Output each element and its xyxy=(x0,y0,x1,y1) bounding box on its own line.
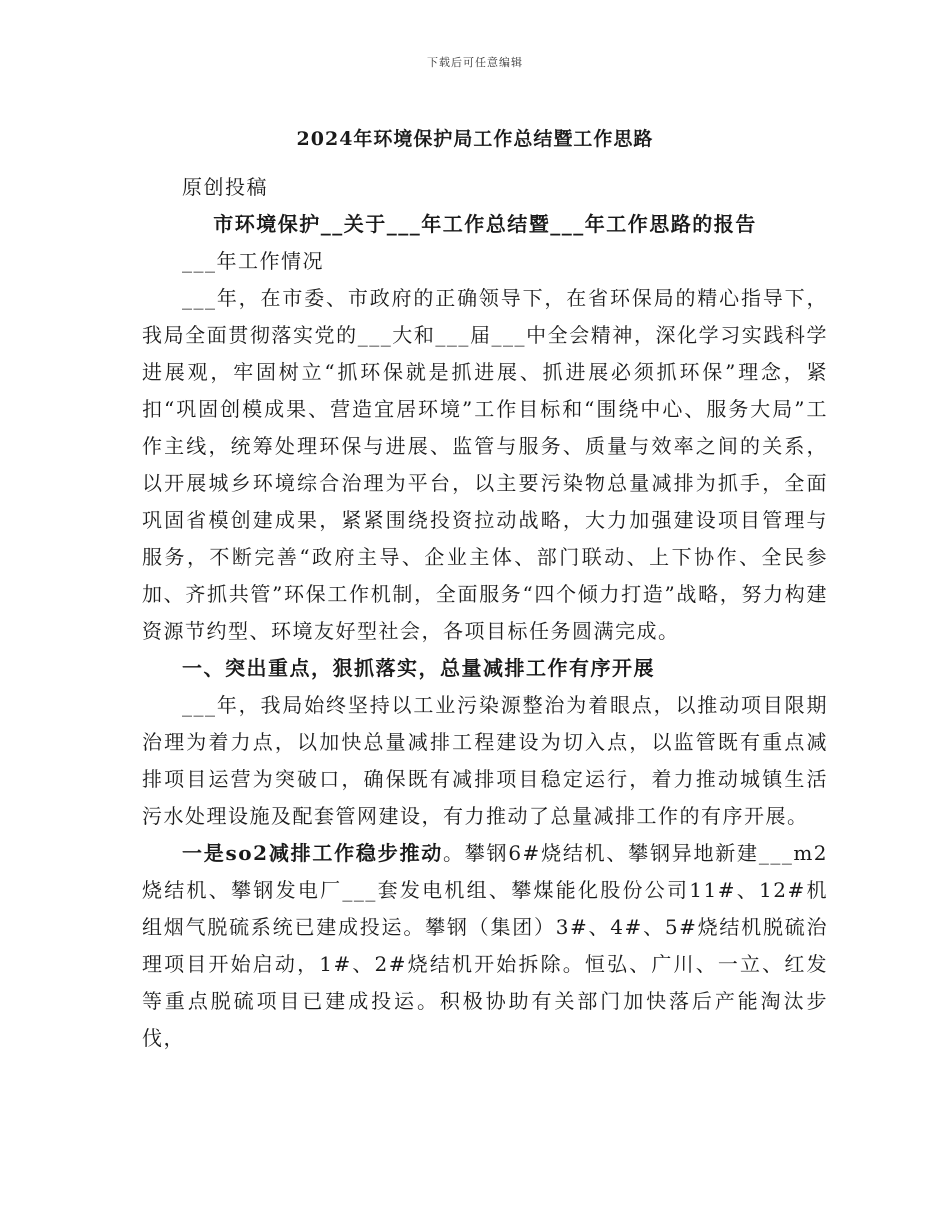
paragraph-3-lead: 一是so2减排工作稳步推动 xyxy=(182,841,444,865)
header-note: 下载后可任意编辑 xyxy=(427,56,523,69)
report-subtitle: 市环境保护__关于___年工作总结暨___年工作思路的报告 xyxy=(213,212,757,236)
paragraph-2: ___年，我局始终坚持以工业污染源整治为着眼点，以推动项目限期治理为着力点，以加快总量减排工程建设为切入点，以监管既有重点减排项目运营为突破口，确保既有减排项目稳定运行，着力推动城镇生活污水处理设施及配套管网建设，有力推动了总量减排工作的有序开展。 xyxy=(142,693,828,828)
section-label: ___年工作情况 xyxy=(182,249,324,273)
document-title: 2024年环境保护局工作总结暨工作思路 xyxy=(296,128,654,150)
source-line: 原创投稿 xyxy=(182,175,268,199)
paragraph-3-rest: 。攀钢6#烧结机、攀钢异地新建___m2烧结机、攀钢发电厂___套发电机组、攀煤能化股份公司11#、12#机组烟气脱硫系统已建成投运。攀钢（集团）3#、4#、5#烧结机脱硫治理项目开始启动，1#、2#烧结机开始拆除。恒弘、广川、一立、红发等重点脱硫项目已建成投运。积极协助有关部门加快落后产能淘汰步伐， xyxy=(142,841,829,1050)
section-heading-1: 一、突出重点，狠抓落实，总量减排工作有序开展 xyxy=(182,656,655,680)
paragraph-3 xyxy=(142,835,828,1057)
intro-paragraph: ___年，在市委、市政府的正确领导下，在省环保局的精心指导下，我局全面贯彻落实党的___大和___届___中全会精神，深化学习实践科学进展观，牢固树立“抓环保就是抓进展、抓进展必须抓环保”理念，紧扣“巩固创模成果、营造宜居环境”工作目标和“围绕中心、服务大局”工作主线，统筹处理环保与进展、监管与服务、质量与效率之间的关系，以开展城乡环境综合治理为平台，以主要污染物总量减排为抓手，全面巩固省模创建成果，紧紧围绕投资拉动战略，大力加强建设项目管理与服务，不断完善“政府主导、企业主体、部门联动、上下协作、全民参加、齐抓共管”环保工作机制，全面服务“四个倾力打造”战略，努力构建资源节约型、环境友好型社会，各项目标任务圆满完成。 xyxy=(142,286,828,643)
document-body xyxy=(142,169,828,1057)
